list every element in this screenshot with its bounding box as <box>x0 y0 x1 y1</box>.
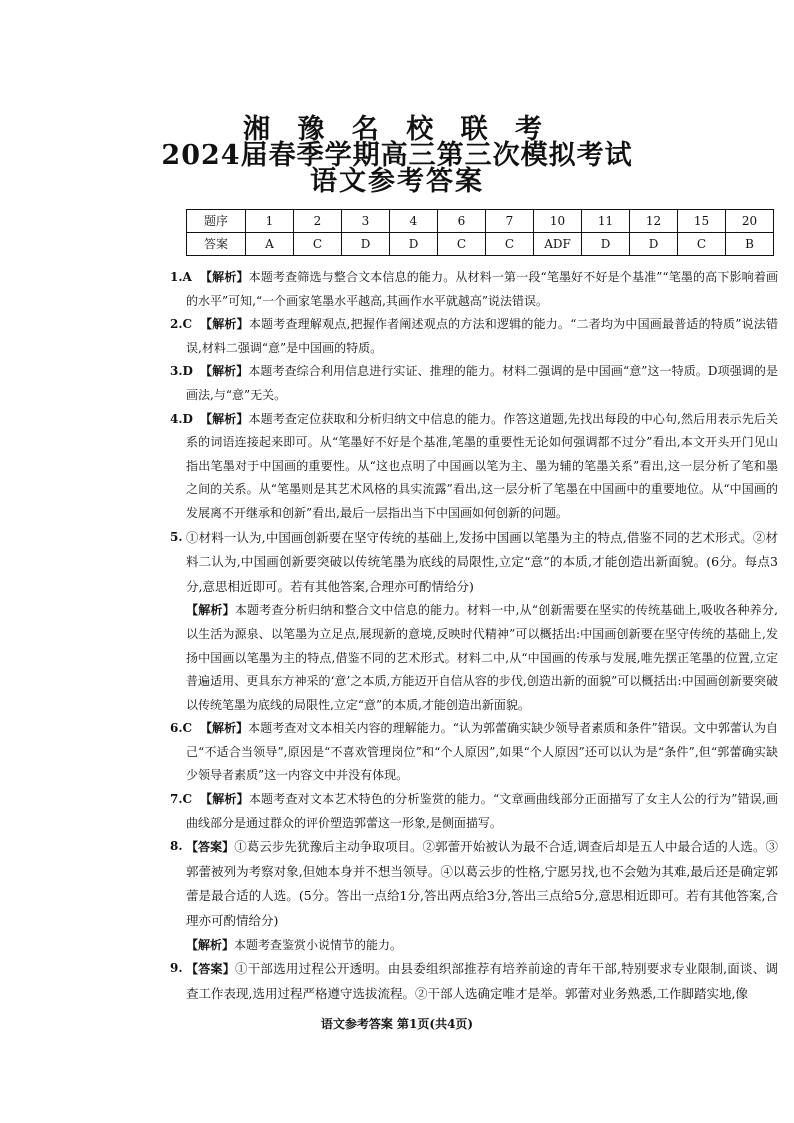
analysis-tag: 【解析】 <box>200 411 249 426</box>
item-number: 5. <box>170 529 183 544</box>
answer-tag: 【答案】 <box>186 840 235 855</box>
item-answer: ①干部选用过程公开透明。由县委组织部推荐有培养前途的青年干部,特别要求专业限制,面谈、调查工作表现,选用过程严格遵守选拔流程。②干部人选确定唯才是举。郭蕾对业务熟悉,工作脚踏实地,像 <box>186 961 778 1001</box>
question-number: 4 <box>390 210 438 233</box>
item-number: 6.C <box>170 721 193 736</box>
item-answer: ①材料一认为,中国画创新要在坚守传统的基础上,发扬中国画以笔墨为主的特点,借鉴不同的艺术形式。②材料二认为,中国画创新要突破以传统笔墨为底线的局限性,立定“意”的本质,才能创造出新面貌。(6分。每点3分,意思相近即可。若有其他答案,合理亦可酌情给分) <box>186 529 778 594</box>
answer-item <box>172 957 778 1006</box>
answer-cell: C <box>294 233 342 256</box>
answer-cell: C <box>678 233 726 256</box>
answer-item <box>172 266 778 313</box>
question-number: 10 <box>534 210 582 233</box>
question-number: 3 <box>342 210 390 233</box>
question-number: 11 <box>582 210 630 233</box>
item-text: 本题考查理解观点,把握作者阐述观点的方法和逻辑的能力。“二者均为中国画最普适的特质”说法错误,材料二强调“意”是中国画的特质。 <box>186 317 778 355</box>
answer-row <box>187 233 774 256</box>
answer-item <box>172 313 778 360</box>
answer-cell: D <box>390 233 438 256</box>
analysis-tag: 【解析】 <box>186 603 235 618</box>
question-number: 12 <box>630 210 678 233</box>
answer-item <box>172 526 778 718</box>
answer-cell: D <box>582 233 630 256</box>
question-number-row <box>187 210 774 233</box>
answer-item <box>172 788 778 835</box>
analysis-tag: 【解析】 <box>186 937 235 952</box>
answer-table <box>186 209 774 256</box>
answer-key-title: 语文参考答案 <box>310 166 484 197</box>
question-number: 6 <box>438 210 486 233</box>
item-text: 本题考查筛选与整合文本信息的能力。从材料一第一段“笔墨好不好是个基准”“笔墨的高下影响着画的水平”可知,“一个画家笔墨水平越高,其画作水平就越高”说法错误。 <box>186 270 778 308</box>
answer-item <box>172 360 778 407</box>
question-number: 7 <box>486 210 534 233</box>
item-text: 本题考查定位获取和分析归纳文中信息的能力。作答这道题,先找出每段的中心句,然后用表示先后关系的词语连接起来即可。从“笔墨好不好是个基准,笔墨的重要性无论如何强调都不过分”看出,本文开头开门见山指出笔墨对于中国画的重要性。从“这也点明了中国画以笔为主、墨为辅的笔墨关系”看出,这一层分析了笔和墨之间的关系。从“笔墨则是其艺术风格的具实流露”看出,这一层分析了笔墨在中国画中的重要地位。从“中国画的发展离不开继承和创新”看出,最后一层指出当下中国画如何创新的问题。 <box>186 411 778 520</box>
question-number: 1 <box>246 210 294 233</box>
item-text: 本题考查对文本相关内容的理解能力。“认为郭蕾确实缺少领导者素质和条件”错误。文中郭蕾认为自己“不适合当领导”,原因是“不喜欢管理岗位”和“个人原因”,如果“个人原因”还可以认为是“条件”,但“郭蕾确实缺少领导者素质”这一内容文中并没有体现。 <box>186 721 778 783</box>
row-label-answers: 答案 <box>187 233 246 256</box>
answer-cell: B <box>726 233 774 256</box>
analysis-tag: 【解析】 <box>200 317 249 332</box>
question-number: 15 <box>678 210 726 233</box>
item-number: 4.D <box>170 411 193 426</box>
answer-cell: C <box>438 233 486 256</box>
item-number: 8. <box>170 839 183 854</box>
answer-cell: C <box>486 233 534 256</box>
item-text: 本题考查鉴赏小说情节的能力。 <box>234 937 403 952</box>
item-number: 3.D <box>170 364 193 379</box>
exam-title: 2024届春季学期高三第三次模拟考试 <box>161 140 633 171</box>
analysis-tag: 【解析】 <box>200 270 249 284</box>
analysis-tag: 【解析】 <box>200 792 249 807</box>
item-text: 本题考查对文本艺术特色的分析鉴赏的能力。“文章画曲线部分正面描写了女主人公的行为”错误,画曲线部分是通过群众的评价塑造郭蕾这一形象,是侧面描写。 <box>186 792 778 830</box>
answer-item <box>172 835 778 957</box>
question-number: 2 <box>294 210 342 233</box>
answer-item <box>172 408 778 526</box>
item-number: 2.C <box>170 317 193 332</box>
answer-cell: D <box>342 233 390 256</box>
analysis-tag: 【解析】 <box>200 721 249 736</box>
answer-item <box>172 717 778 788</box>
item-text: 本题考查综合利用信息进行实证、推理的能力。材料二强调的是中国画“意”这一特质。D项强调的是画法,与“意”无关。 <box>186 364 778 402</box>
answer-cell: D <box>630 233 678 256</box>
answer-cell: A <box>246 233 294 256</box>
answer-cell: ADF <box>534 233 582 256</box>
row-label-questions: 题序 <box>187 210 246 233</box>
item-number: 9. <box>170 961 183 976</box>
page-footer: 语文参考答案 第1页(共4页) <box>320 1017 474 1031</box>
analysis-tag: 【解析】 <box>200 364 249 379</box>
exam-union-title: 湘 豫 名 校 联 考 <box>243 114 551 145</box>
item-answer: ①葛云步先犹豫后主动争取项目。②郭蕾开始被认为最不合适,调查后却是五人中最合适的人选。③郭蕾被列为考察对象,但她本身并不想当领导。④以葛云步的性格,宁愿另找,也不会勉为其难,最后还是确定郭蕾是最合适的人选。(5分。答出一点给1分,答出两点给3分,答出三点给5分,意思相近即可。若有其他答案,合理亦可酌情给分) <box>186 839 778 929</box>
answer-tag: 【答案】 <box>186 962 235 977</box>
question-number: 20 <box>726 210 774 233</box>
item-number: 7.C <box>170 792 193 807</box>
item-text: 本题考查分析归纳和整合文中信息的能力。材料一中,从“创新需要在坚实的传统基础上,吸收各种养分,以生活为源泉、以笔墨为立足点,展现新的意境,反映时代精神”可以概括出:中国画创新要在坚守传统的基础上,发扬中国画以笔墨为主的特点,借鉴不同的艺术形式。材料二中,从“中国画的传承与发展,唯先摆正笔墨的位置,立定普遍适用、更具东方神采的‘意’之本质,方能迈开自信从容的步伐,创造出新的面貌”可以概括出:中国画创新要突破以传统笔墨为底线的局限性,立定“意”的本质,才能创造出新面貌。 <box>186 603 778 712</box>
answer-explanations <box>172 266 778 1006</box>
item-number: 1.A <box>170 270 192 284</box>
